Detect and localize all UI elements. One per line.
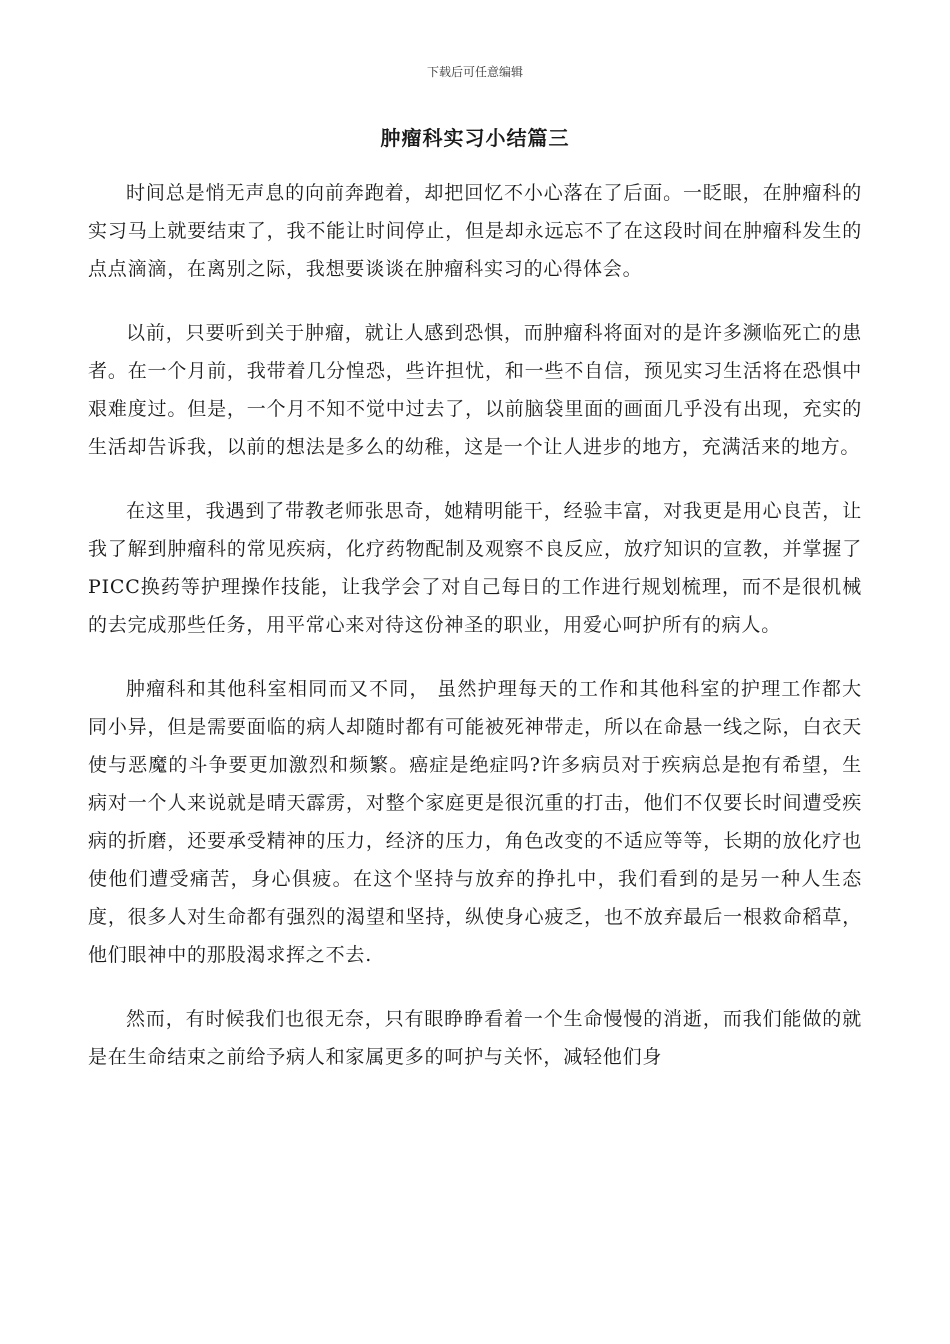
page-header: 下载后可任意编辑 [426, 65, 523, 79]
paragraph-1: 时间总是悄无声息的向前奔跑着，却把回忆不小心落在了后面。一眨眼，在肿瘤科的实习马上就要结束了，我不能让时间停止，但是却永远忘不了在这段时间在肿瘤科发生的点点滴滴，在离别之际，我想要谈谈在肿瘤科实习的心得体会。 [88, 182, 862, 280]
document-body [88, 174, 862, 1102]
document-title: 肿瘤科实习小结篇三 [380, 126, 570, 150]
paragraph-4: 肿瘤科和其他科室相同而又不同， 虽然护理每天的工作和其他科室的护理工作都大同小异，但是需要面临的病人却随时都有可能被死神带走，所以在命悬一线之际，白衣天使与恶魔的斗争要更加激烈和频繁。癌症是绝症吗?许多病员对于疾病总是抱有希望，生病对一个人来说就是晴天霹雳，对整个家庭更是很沉重的打击，他们不仅要长时间遭受疾病的折磨，还要承受精神的压力，经济的压力，角色改变的不适应等等，长期的放化疗也使他们遭受痛苦，身心俱疲。在这个坚持与放弃的挣扎中，我们看到的是另一种人生态度，很多人对生命都有强烈的渴望和坚持，纵使身心疲乏，也不放弃最后一根救命稻草，他们眼神中的那股渴求挥之不去. [88, 678, 862, 966]
paragraph-5: 然而，有时候我们也很无奈，只有眼睁睁看着一个生命慢慢的消逝，而我们能做的就是在生命结束之前给予病人和家属更多的呵护与关怀，减轻他们身 [88, 1008, 862, 1068]
paragraph-3: 在这里，我遇到了带教老师张思奇，她精明能干，经验丰富，对我更是用心良苦，让我了解到肿瘤科的常见疾病，化疗药物配制及观察不良反应，放疗知识的宣教，并掌握了PICC换药等护理操作技能，让我学会了对自己每日的工作进行规划梳理，而不是很机械的去完成那些任务，用平常心来对待这份神圣的职业，用爱心呵护所有的病人。 [88, 500, 862, 636]
paragraph-2: 以前，只要听到关于肿瘤，就让人感到恐惧，而肿瘤科将面对的是许多濒临死亡的患者。在一个月前，我带着几分惶恐，些许担忧，和一些不自信，预见实习生活将在恐惧中艰难度过。但是，一个月不知不觉中过去了，以前脑袋里面的画面几乎没有出现，充实的生活却告诉我，以前的想法是多么的幼稚，这是一个让人进步的地方，充满活来的地方。 [88, 322, 862, 458]
